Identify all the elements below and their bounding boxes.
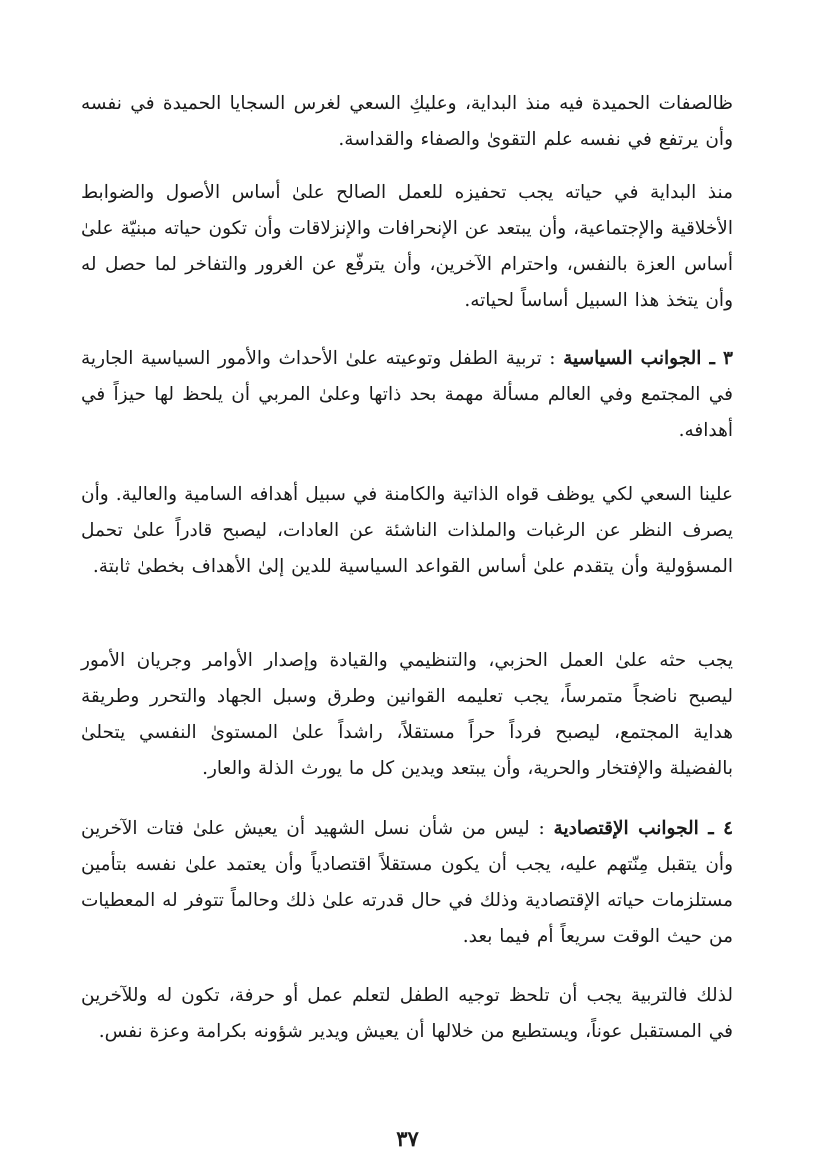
- paragraph-text: : ليس من شأن نسل الشهيد أن يعيش علىٰ فتات الآخرين وأن يتقبل مِنّتهم عليه، يجب أن يكون مستقلاً اقتصادياً وأن يعتمد علىٰ نفسه بتأمين مستلزمات حياته الإقتصادية وذلك في حال قدرته علىٰ ذلك وحالماً تتوفر له المعطيات من حيث الوقت سريعاً أم فيما بعد.: [81, 818, 733, 947]
- paragraph-text: لذلك فالتربية يجب أن تلحظ توجيه الطفل لتعلم عمل أو حرفة، تكون له وللآخرين في المستقبل عوناً، ويستطيع من خلالها أن يعيش ويدير شؤونه بكرامة وعزة نفس.: [81, 985, 733, 1042]
- paragraph-text: يجب حثه علىٰ العمل الحزبي، والتنظيمي والقيادة وإصدار الأوامر وجريان الأمور ليصبح ناضجاً متمرساً، يجب تعليمه القوانين وطرق وسبل الجهاد والتحرر وطريقة هداية المجتمع، ليصبح فرداً حراً مستقلاً، راشداً علىٰ المستوىٰ النفسي يتحلىٰ بالفضيلة والإفتخار والحرية، وأن يبتعد ويدين كل ما يورث الذلة والعار.: [81, 650, 733, 779]
- paragraph-economic-aspects: [81, 811, 733, 955]
- paragraph-political-aspects: [81, 341, 733, 449]
- paragraph-text: : تربية الطفل وتوعيته علىٰ الأحداث والأمور السياسية الجارية في المجتمع وفي العالم مسألة مهمة بحد ذاتها وعلىٰ المربي أن يلحظ لها حيزاً في أهدافه.: [81, 348, 733, 441]
- paragraph-organizational-work: [81, 643, 733, 787]
- paragraph-text: منذ البداية في حياته يجب تحفيزه للعمل الصالح علىٰ أساس الأصول والضوابط الأخلاقية والإجتماعية، وأن يبتعد عن الإنحرافات والإنزلاقات وأن تكون حياته مبنيّة علىٰ أساس العزة بالنفس، واحترام الآخرين، وأن يترفّع عن الغرور والتفاخر لما حصل له وأن يتخذ هذا السبيل أساساً لحياته.: [81, 182, 733, 311]
- paragraph-text: ظالصفات الحميدة فيه منذ البداية، وعليكِ السعي لغرس السجايا الحميدة في نفسه وأن يرتفع في نفسه علم التقوىٰ والصفاء والقداسة.: [81, 93, 733, 150]
- page-number: ٣٧: [396, 1126, 419, 1151]
- paragraph-self-potential: [81, 477, 733, 585]
- paragraph-continuation: [81, 86, 733, 158]
- paragraph-moral-foundations: [81, 175, 733, 319]
- paragraph-vocational-training: [81, 978, 733, 1050]
- section-heading-economic: ٤ ـ الجوانب الإقتصادية: [553, 818, 733, 839]
- paragraph-text: علينا السعي لكي يوظف قواه الذاتية والكامنة في سبيل أهدافه السامية والعالية. وأن يصرف النظر عن الرغبات والملذات الناشئة عن العادات، ليصبح قادراً علىٰ تحمل المسؤولية وأن يتقدم علىٰ أساس القواعد السياسية للدين إلىٰ الأهداف بخطىٰ ثابتة.: [81, 484, 733, 577]
- section-heading-political: ٣ ـ الجوانب السياسية: [563, 348, 733, 369]
